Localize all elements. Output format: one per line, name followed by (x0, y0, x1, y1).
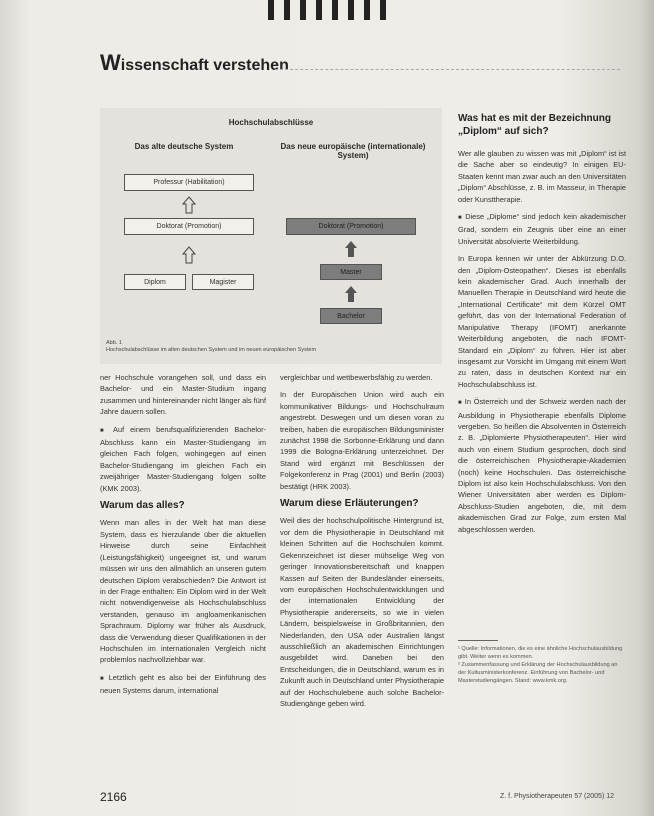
paragraph: In Europa kennen wir unter der Abkürzung D.O. den „Diplom-Osteopathen“. Dieses ist ebenfalls kein akademischer Grad. Auch innerhalb der Manuellen Therapie in Deutschland wird heute die „International Certificate“ mit dem Kürzel OMT geführt, das von der International Federation of Manipulative Therapy (IFOMT) anerkannte Weiterbildung angeboten, die nach IFOMT-Standard ein „Diplom“ zu führen. Hier ist aber insgesamt zur Vorsicht im Umgang mit einem Wort zu raten, dass in deutschen Kontext nur ein Hochschulabschluss ist. (458, 254, 626, 389)
section-heading: Warum das alles? (100, 500, 185, 512)
sidebar-heading: Was hat es mit der Bezeichnung „Diplom“ auf sich? (458, 113, 611, 137)
box-bachelor: Bachelor (320, 308, 382, 324)
box-magister: Magister (192, 274, 254, 290)
top-crop-marks (268, 0, 438, 20)
footnote-rule (458, 640, 498, 641)
box-master: Master (320, 264, 382, 280)
header-initial: W (100, 50, 121, 75)
figure-title: Hochschulabschlüsse (228, 118, 314, 127)
bullet-paragraph: ■ In Österreich und der Schweiz werden nach der Ausbildung in Physiotherapie ebenfalls Diplome vergeben. So heißen die Absolventen in Österreich z. B. „Diplomierte Physiotherapeuten“. Hier wird auch von einem Studium gesprochen, doch sind die österreichischen Physiotherapie-Akademien (noch) keine Hochschulen. Das österreichische Diplom ist also kein Hochschulabschluss. Von den Wiener Universitäten aber werden es Diplom-Abschluss-Studien angeboten, die, mit dem akademischen Grad zur Folge, zum ersten Mal abgeschlossen werden. (458, 396, 626, 535)
sidebar-text (458, 148, 626, 541)
paragraph: ner Hochschule vorangehen soll, und dass ein Bachelor- und ein Master-Studium ingang zusammen und hintereinander nicht länger als fünf Jahre dauern sollen. (100, 373, 266, 417)
footnote: ¹ Quelle: Informationen, die es eine ähnliche Hochschulausbildung gibt. Weiter wenn es kommen. (458, 646, 623, 660)
box-doktorat-left: Doktorat (Promotion) (124, 218, 254, 235)
footnote: ² Zusammenfassung und Erklärung der Hochschulausbildung an der Kultusministerkonferenz. Einführung von Bachelor- und Masterstudiengängen. Stand: www.kmk.org. (458, 662, 618, 684)
caption-text: Hochschulabschlüsse im alten deutschen System und im neuen europäischen System (106, 347, 317, 353)
box-doktorat-right: Doktorat (Promotion) (286, 218, 416, 235)
section-header (100, 50, 289, 76)
text-column-1 (100, 372, 266, 703)
figure-degree-systems (100, 108, 442, 364)
right-system-heading: Das neue europäische (internationale) System) (280, 142, 426, 160)
header-title: issenschaft verstehen (120, 57, 289, 74)
figure-caption (106, 340, 436, 354)
page-number: 2166 (100, 790, 127, 804)
paragraph: In der Europäischen Union wird auch ein kommunikativer Bildungs- und Hochschulraum angestrebt. Deswegen und um diesen voran zu treiben, haben die europäischen Bildungsminister zunächst 1998 die Sorbonne-Erklärung und dann 1999 die Bologna-Erklärung unterzeichnet. Der Stand wird ergänzt mit Beschlüssen der Folgekonferenz in Prag (2001) und Berlin (2003) bestätigt (HRK 2003). (280, 390, 444, 491)
paragraph: Wer alle glauben zu wissen was mit „Diplom“ ist ist die Sache aber so eindeutig? In einigen EU-Staaten kennt man zwar auch an den Universitäten „Diplom“ Abschlüsse, z. B. im Masseur, in Therapie oder Kunsttherapie. (458, 149, 626, 204)
header-rule (275, 69, 620, 70)
box-professur: Professur (Habilitation) (124, 174, 254, 191)
section-heading: Warum diese Erläuterungen? (280, 498, 419, 510)
text-column-2 (280, 372, 444, 715)
arrow-up-icon (344, 285, 358, 303)
footnotes (458, 645, 626, 685)
bullet-paragraph: ■ Auf einem berufsqualifizierenden Bachelor-Abschluss kann ein Master-Studiengang im gleichen Fach folgen, wohingegen auf einen Bachelor-Studiengang im gleichen Fach ein zweijähriger Master-Studiengang folgen sollte (KMK 2003). (100, 424, 266, 494)
left-system-heading: Das alte deutsche System (134, 142, 234, 151)
paragraph: vergleichbar und wettbewerbsfähig zu werden. (280, 373, 433, 382)
paragraph: Wenn man alles in der Welt hat man diese System, dass es hierzulande über die aktuellen Hinweise durch seine Einfachheit (Leistungsfähigkeit) ungeeignet ist, und warum müssen wir uns den allmählich an unseren gutem deutschen Diplom verabschieden? Die Antwort ist in der Frage enthalten: Ein Diplom wird in der Welt nicht notwendigerweise als Hochschulabschluss verstanden, genauso im angloamerikanischen Sprachraum. Diplomy war früher als Ausdruck, dass die Verwendung dieser Qualifikationen in der Hochschulen im internationalen Vergleich nicht problemlos nachvollziehbar war. (100, 518, 266, 665)
arrow-up-icon (344, 240, 358, 258)
bullet-paragraph: ■ Diese „Diplome“ sind jedoch kein akademischer Grad, sondern ein Zeugnis über eine an einer Universität absolvierte Weiterbildung. (458, 211, 626, 247)
box-diplom: Diplom (124, 274, 186, 290)
bullet-paragraph: ■ Letztlich geht es also bei der Einführung des neuen Systems darum, international (100, 672, 266, 697)
arrow-up-icon (182, 246, 196, 264)
journal-reference: Z. f. Physiotherapeuten 57 (2005) 12 (500, 793, 615, 800)
paragraph: Weil dies der hochschulpolitische Hintergrund ist, vor dem die Physiotherapie in Deutschland mit kleinen Schritten auf die Hochschulen kommt. Gekennzeichnet ist dieser mühselige Weg von geringer Innovationsbereitschaft und knappen Kassen auf Seiten der Bundesländer einerseits, vom europäischen Hochschulentwicklungen und der internationalen Entwicklung der Physiotherapie andererseits, so wie in vielen Ländern, beispielsweise in Großbritannien, den Niederlanden, den USA oder Australien längst ausschließlich an akademischen Einrichtungen ausgebildet wird. Daneben bei den Entscheidungen, die in Deutschland, warum es in Zukunft auch in Deutschland unter Physiotherapie auf der Hochschulebene auch solche Bachelor-Studiengänge geben wird. (280, 516, 444, 708)
arrow-up-icon (182, 196, 196, 214)
caption-label: Abb. 1 (106, 340, 122, 346)
